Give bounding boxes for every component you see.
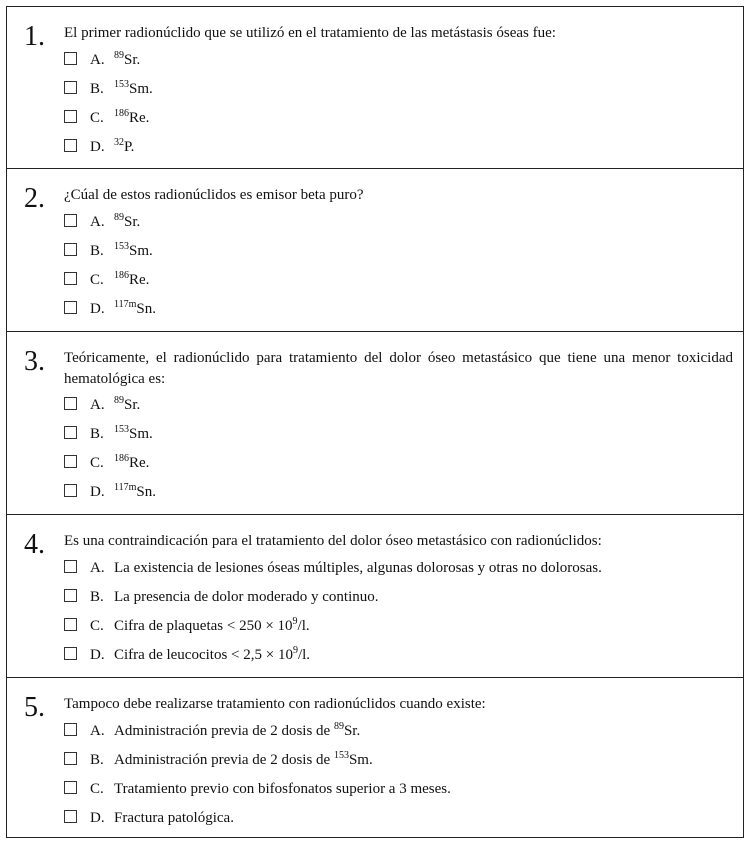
option-sup: 89 [114, 50, 124, 61]
question-1 [7, 7, 743, 169]
option-b[interactable] [64, 79, 153, 99]
question-5 [7, 678, 743, 838]
question-number: 1. [24, 21, 45, 52]
option-c[interactable] [64, 108, 149, 128]
option-a[interactable] [64, 558, 602, 578]
option-sup: 117m [114, 299, 137, 310]
option-b[interactable] [64, 241, 153, 261]
option-text: Sr. [124, 52, 141, 68]
option-letter: A. [90, 723, 105, 739]
question-4 [7, 515, 743, 678]
option-text: Sm. [129, 243, 153, 259]
question-stem: Tampoco debe realizarse tratamiento con radionúclidos cuando existe: [64, 696, 486, 712]
checkbox[interactable] [64, 214, 77, 227]
option-sup: 89 [333, 721, 344, 732]
option-text: Re. [129, 455, 150, 471]
question-number: 2. [24, 183, 45, 214]
option-sup: 186 [114, 270, 129, 281]
option-letter: D. [90, 301, 105, 317]
option-letter: D. [90, 484, 105, 500]
option-a[interactable] [64, 395, 140, 415]
option-b[interactable] [64, 424, 153, 444]
checkbox[interactable] [64, 426, 77, 439]
option-sup: 153 [114, 79, 129, 90]
checkbox[interactable] [64, 139, 77, 152]
option-letter: B. [90, 243, 104, 259]
checkbox[interactable] [64, 81, 77, 94]
checkbox[interactable] [64, 810, 77, 823]
option-letter: B. [90, 752, 104, 768]
checkbox[interactable] [64, 484, 77, 497]
option-d[interactable] [64, 645, 310, 665]
option-letter: D. [90, 647, 105, 663]
option-text: Sr. [343, 723, 361, 739]
option-b[interactable] [64, 587, 379, 607]
checkbox[interactable] [64, 272, 77, 285]
option-sup: 9 [292, 645, 298, 656]
question-number: 5. [24, 692, 45, 723]
option-text: Sr. [124, 397, 141, 413]
option-d[interactable] [64, 299, 156, 319]
option-sup: 186 [114, 108, 129, 119]
option-a[interactable] [64, 721, 360, 741]
checkbox[interactable] [64, 781, 77, 794]
question-stem: ¿Cúal de estos radionúclidos es emisor beta puro? [64, 187, 364, 203]
option-c[interactable] [64, 779, 451, 799]
checkbox[interactable] [64, 243, 77, 256]
question-stem: Teóricamente, el radionúclido para tratamiento del dolor óseo metastásico que tiene una menor toxicidad hematológica es: [64, 350, 733, 387]
option-letter: A. [90, 52, 105, 68]
option-text: Sn. [136, 301, 157, 317]
question-stem: El primer radionúclido que se utilizó en el tratamiento de las metástasis óseas fue: [64, 25, 556, 41]
option-c[interactable] [64, 453, 149, 473]
option-letter: C. [90, 272, 104, 288]
checkbox[interactable] [64, 589, 77, 602]
option-pre: Cifra de plaquetas < 250 × 10 [114, 618, 293, 634]
option-letter: A. [90, 560, 105, 576]
checkbox[interactable] [64, 397, 77, 410]
option-sup: 32 [114, 137, 124, 148]
option-text: Sm. [129, 426, 153, 442]
option-letter: C. [90, 781, 104, 797]
option-text: Re. [129, 110, 150, 126]
option-letter: B. [90, 589, 104, 605]
checkbox[interactable] [64, 647, 77, 660]
option-c[interactable] [64, 270, 149, 290]
option-text: Sn. [136, 484, 157, 500]
checkbox[interactable] [64, 52, 77, 65]
question-2 [7, 169, 743, 332]
option-b[interactable] [64, 750, 373, 770]
question-number: 4. [24, 529, 45, 560]
question-number: 3. [24, 346, 45, 377]
option-sup: 9 [292, 616, 298, 627]
option-text: /l. [297, 618, 310, 634]
option-sup: 153 [114, 241, 129, 252]
questionnaire [6, 6, 744, 838]
option-sup: 89 [114, 212, 124, 223]
option-d[interactable] [64, 482, 156, 502]
option-text: Sm. [348, 752, 373, 768]
option-text: /l. [297, 647, 311, 663]
option-letter: B. [90, 81, 104, 97]
option-d[interactable] [64, 808, 234, 828]
checkbox[interactable] [64, 560, 77, 573]
option-sup: 153 [333, 750, 349, 761]
option-text: Re. [129, 272, 150, 288]
option-sup: 153 [114, 424, 129, 435]
checkbox[interactable] [64, 455, 77, 468]
option-pre: La existencia de lesiones óseas múltiples, algunas dolorosas y otras no dolorosas. [114, 560, 602, 576]
option-pre: Cifra de leucocitos < 2,5 × 10 [114, 647, 293, 663]
option-pre: Tratamiento previo con bifosfonatos superior a 3 meses. [114, 781, 451, 797]
checkbox[interactable] [64, 301, 77, 314]
checkbox[interactable] [64, 618, 77, 631]
option-pre: Fractura patológica. [114, 810, 234, 826]
option-sup: 89 [114, 395, 124, 406]
option-letter: D. [90, 139, 105, 155]
option-sup: 117m [114, 482, 137, 493]
question-stem: Es una contraindicación para el tratamiento del dolor óseo metastásico con radionúclidos: [64, 533, 602, 549]
option-letter: D. [90, 810, 105, 826]
option-d[interactable] [64, 137, 134, 157]
option-letter: A. [90, 214, 105, 230]
question-3 [7, 332, 743, 515]
option-a[interactable] [64, 50, 140, 70]
checkbox[interactable] [64, 752, 77, 765]
option-letter: C. [90, 618, 104, 634]
option-letter: C. [90, 110, 104, 126]
checkbox[interactable] [64, 110, 77, 123]
option-sup: 186 [114, 453, 129, 464]
option-letter: B. [90, 426, 104, 442]
option-letter: C. [90, 455, 104, 471]
option-pre: Administración previa de 2 dosis de [114, 752, 334, 768]
option-text: Sm. [129, 81, 153, 97]
option-letter: A. [90, 397, 105, 413]
checkbox[interactable] [64, 723, 77, 736]
option-pre: La presencia de dolor moderado y continuo. [114, 589, 379, 605]
option-text: P. [124, 139, 135, 155]
option-a[interactable] [64, 212, 140, 232]
option-c[interactable] [64, 616, 310, 636]
option-pre: Administración previa de 2 dosis de [114, 723, 334, 739]
option-text: Sr. [124, 214, 141, 230]
